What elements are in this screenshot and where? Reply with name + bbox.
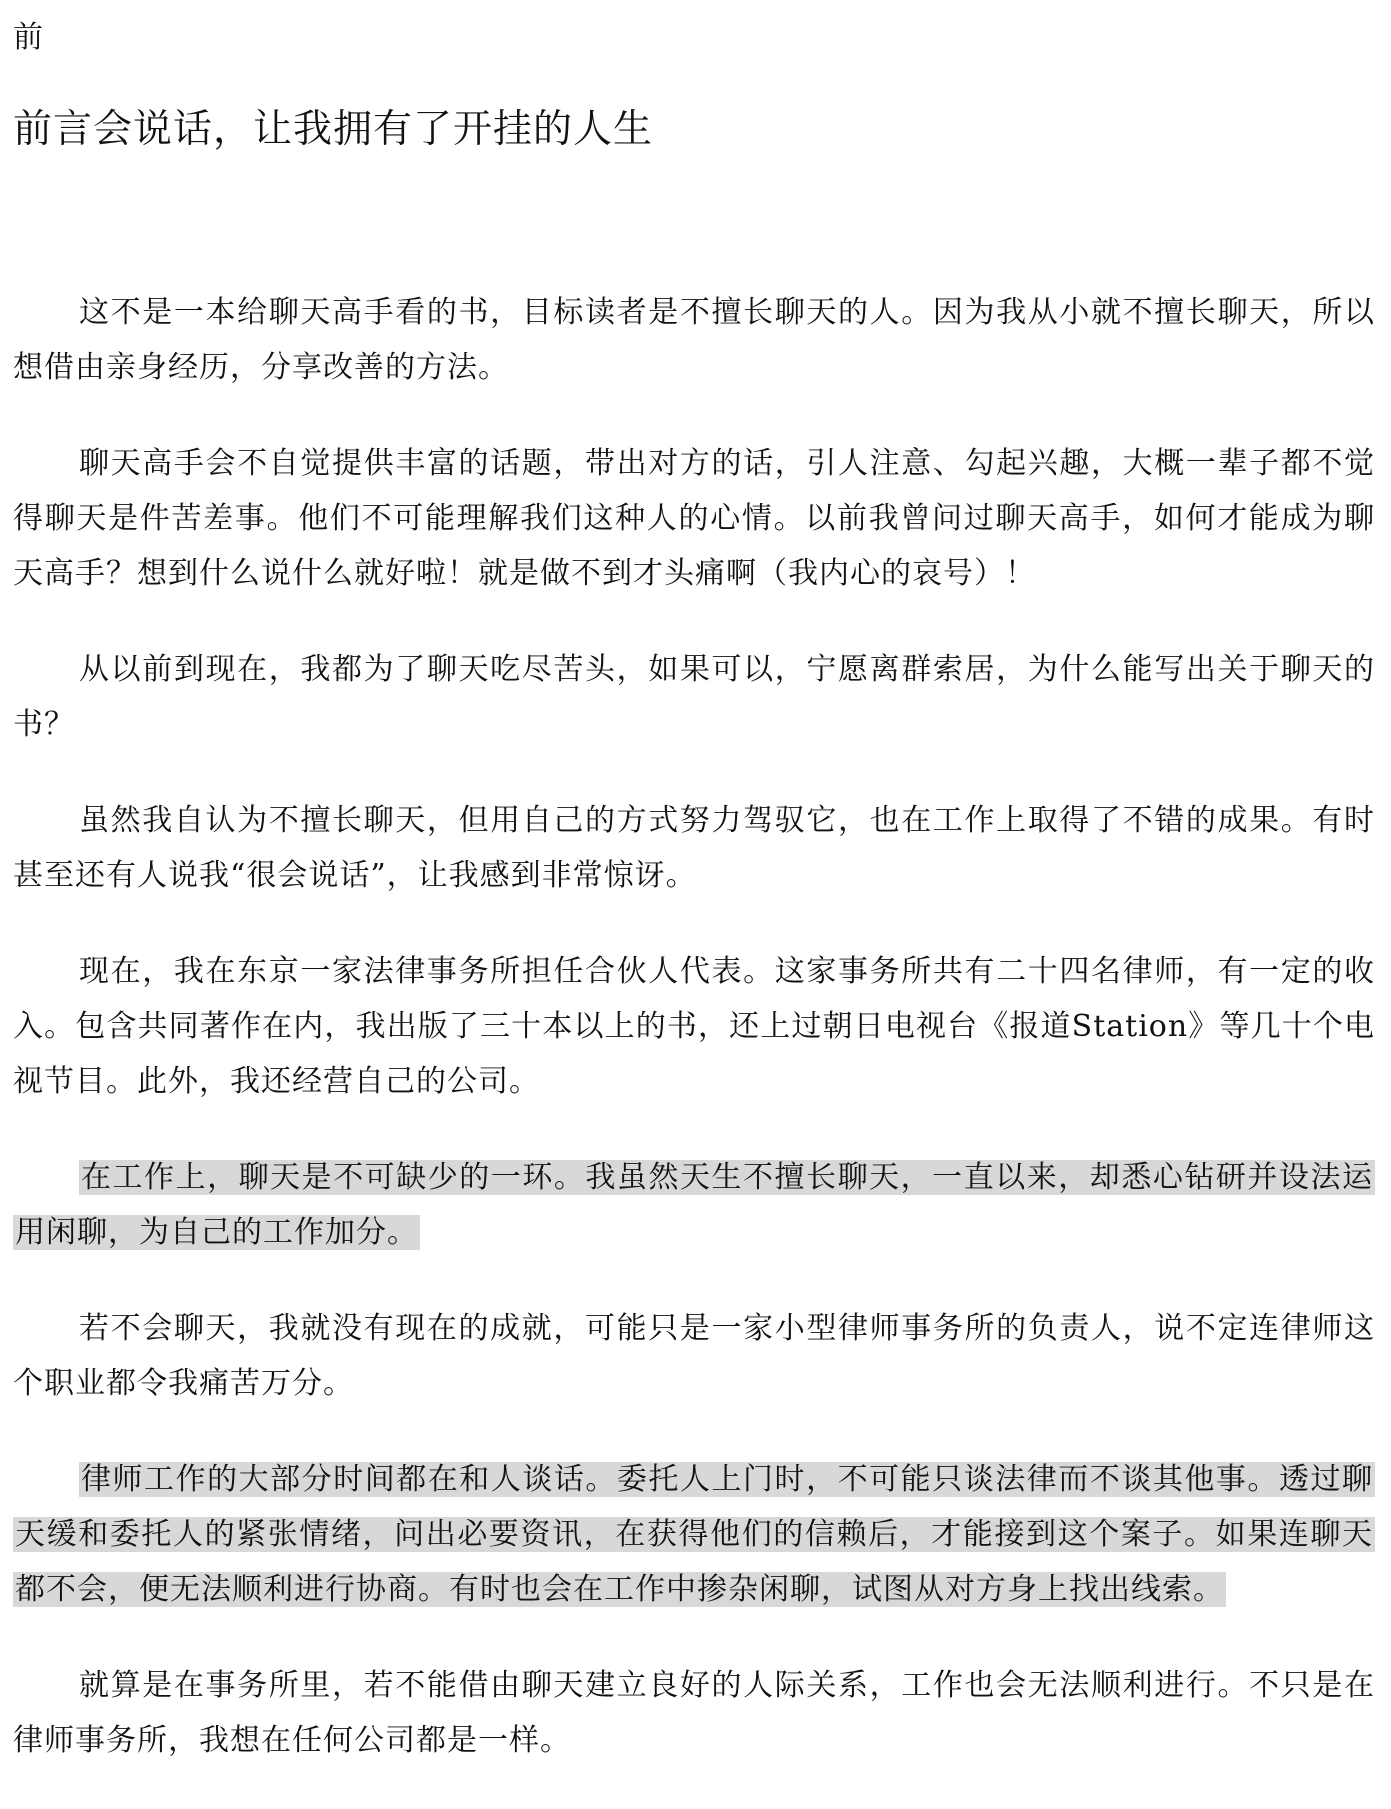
paragraph-text: 从以前到现在，我都为了聊天吃尽苦头，如果可以，宁愿离群索居，为什么能写出关于聊天的书？ <box>13 652 1375 742</box>
body-text <box>13 285 1375 1809</box>
highlighted-paragraph <box>13 1150 1375 1260</box>
paragraph <box>13 944 1375 1109</box>
highlighted-text: 在工作上，聊天是不可缺少的一环。我虽然天生不擅长聊天，一直以来，却悉心钻研并设法运用闲聊，为自己的工作加分。 <box>15 1160 1373 1250</box>
highlighted-paragraph <box>13 1452 1375 1617</box>
highlighted-text: 律师工作的大部分时间都在和人谈话。委托人上门时，不可能只谈法律而不谈其他事。透过聊天缓和委托人的紧张情绪，问出必要资讯，在获得他们的信赖后，才能接到这个案子。如果连聊天都不会，便无法顺利进行协商。有时也会在工作中掺杂闲聊，试图从对方身上找出线索。 <box>15 1462 1373 1607</box>
paragraph <box>13 793 1375 903</box>
paragraph <box>13 642 1375 752</box>
paragraph <box>13 1301 1375 1411</box>
page-header-mark: 前 <box>13 20 43 55</box>
paragraph <box>13 1658 1375 1768</box>
paragraph-text: 虽然我自认为不擅长聊天，但用自己的方式努力驾驭它，也在工作上取得了不错的成果。有时甚至还有人说我“很会说话”，让我感到非常惊讶。 <box>13 803 1375 893</box>
paragraph-text: 若不会聊天，我就没有现在的成就，可能只是一家小型律师事务所的负责人，说不定连律师这个职业都令我痛苦万分。 <box>13 1311 1375 1401</box>
paragraph <box>13 285 1375 395</box>
paragraph <box>13 436 1375 601</box>
paragraph-text: 这不是一本给聊天高手看的书，目标读者是不擅长聊天的人。因为我从小就不擅长聊天，所以想借由亲身经历，分享改善的方法。 <box>13 295 1375 385</box>
paragraph-text: 就算是在事务所里，若不能借由聊天建立良好的人际关系，工作也会无法顺利进行。不只是在律师事务所，我想在任何公司都是一样。 <box>13 1668 1375 1758</box>
paragraph-text: 聊天高手会不自觉提供丰富的话题，带出对方的话，引人注意、勾起兴趣，大概一辈子都不觉得聊天是件苦差事。他们不可能理解我们这种人的心情。以前我曾问过聊天高手，如何才能成为聊天高手？想到什么说什么就好啦！就是做不到才头痛啊（我内心的哀号）！ <box>13 446 1375 591</box>
page-title: 前言会说话，让我拥有了开挂的人生 <box>13 107 654 152</box>
paragraph-text: 现在，我在东京一家法律事务所担任合伙人代表。这家事务所共有二十四名律师，有一定的收入。包含共同著作在内，我出版了三十本以上的书，还上过朝日电视台《报道Station》等几十个电视节目。此外，我还经营自己的公司。 <box>13 954 1375 1099</box>
